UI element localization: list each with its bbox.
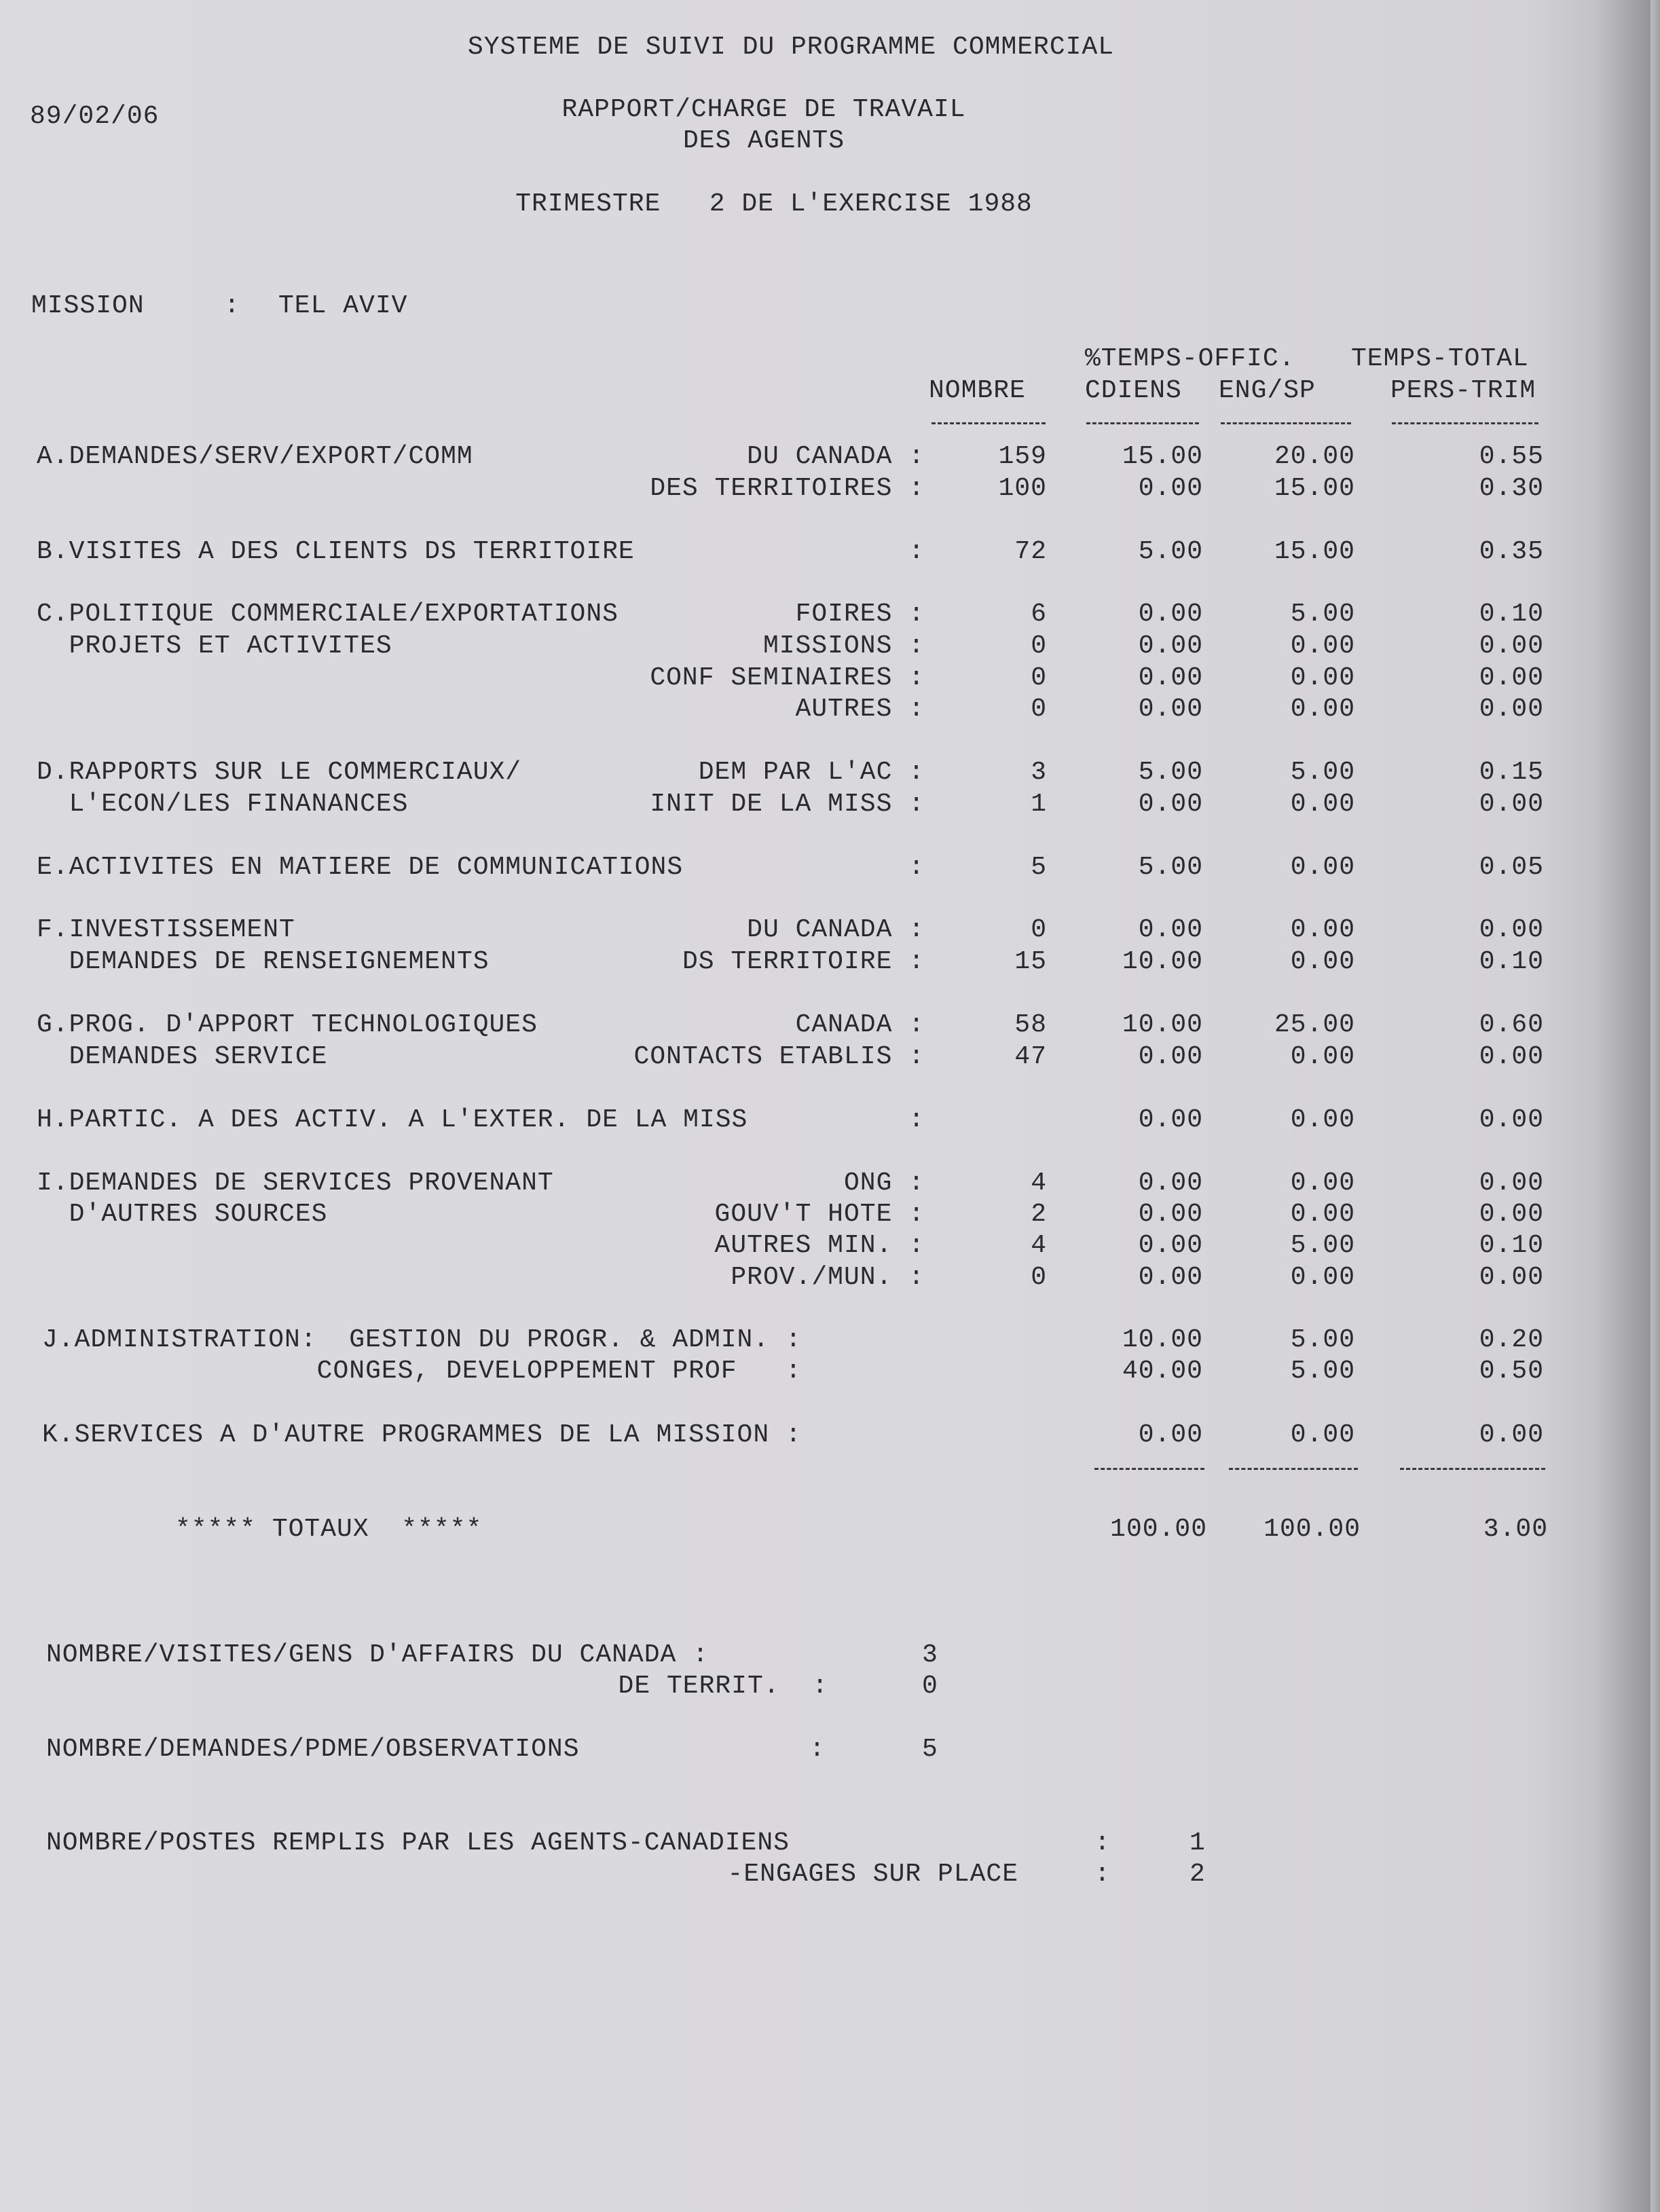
- column-header-engsp: ENG/SP: [1219, 376, 1316, 405]
- row-nombre: 4: [1031, 1231, 1047, 1260]
- row-engsp: 0.00: [1290, 1420, 1355, 1450]
- row-sublabel: CANADA :: [795, 1010, 925, 1039]
- row-pers-trim: 0.10: [1479, 600, 1544, 629]
- row-engsp: 0.00: [1290, 631, 1355, 661]
- row-sublabel: AUTRES MIN. :: [714, 1231, 925, 1260]
- row-engsp: 0.00: [1290, 1263, 1355, 1292]
- header-underline-engsp: [1221, 422, 1351, 424]
- row-sublabel: ONG :: [843, 1168, 925, 1198]
- row-cdiens: 0.00: [1138, 631, 1203, 661]
- page-edge: [1650, 0, 1660, 2212]
- row-sublabel: INIT DE LA MISS :: [650, 790, 925, 819]
- row-sublabel: FOIRES :: [795, 600, 925, 629]
- mission-value: TEL AVIV: [278, 291, 408, 320]
- row-label: A.DEMANDES/SERV/EXPORT/COMM: [37, 442, 473, 471]
- header-underline-nombre: [932, 422, 1046, 424]
- row-cdiens: 15.00: [1122, 442, 1203, 471]
- report-title-line2: DES AGENTS: [682, 126, 845, 155]
- footer-postes-canadiens-value: 1: [1189, 1828, 1206, 1858]
- row-nombre: 0: [1031, 663, 1047, 693]
- column-header-pers-trim: PERS-TRIM: [1390, 376, 1536, 405]
- row-nombre: 4: [1031, 1168, 1047, 1198]
- totals-engsp: 100.00: [1264, 1515, 1361, 1544]
- row-nombre: 5: [1031, 853, 1047, 882]
- row-cdiens: 40.00: [1122, 1357, 1203, 1386]
- row-cdiens: 0.00: [1138, 1042, 1203, 1071]
- row-pers-trim: 0.00: [1479, 1105, 1544, 1135]
- row-cdiens: 0.00: [1138, 915, 1203, 944]
- row-pers-trim: 0.30: [1479, 474, 1544, 503]
- row-label: C.POLITIQUE COMMERCIALE/EXPORTATIONS: [37, 600, 619, 629]
- row-pers-trim: 0.00: [1479, 1042, 1544, 1071]
- row-nombre: 0: [1031, 695, 1047, 724]
- row-nombre: 47: [1014, 1042, 1047, 1071]
- row-sublabel: AUTRES :: [795, 695, 925, 724]
- totals-cdiens: 100.00: [1110, 1515, 1207, 1544]
- row-label: DEMANDES DE RENSEIGNEMENTS: [37, 947, 490, 976]
- row-engsp: 0.00: [1290, 1200, 1355, 1229]
- row-nombre: 15: [1014, 947, 1047, 976]
- row-pers-trim: 0.10: [1479, 1231, 1544, 1260]
- row-nombre: 159: [998, 442, 1047, 471]
- row-label: F.INVESTISSEMENT: [37, 915, 295, 944]
- row-label: E.ACTIVITES EN MATIERE DE COMMUNICATIONS: [37, 853, 684, 882]
- totals-label: ***** TOTAUX *****: [175, 1515, 483, 1544]
- row-pers-trim: 0.00: [1479, 790, 1544, 819]
- row-label: B.VISITES A DES CLIENTS DS TERRITOIRE: [37, 537, 635, 566]
- row-engsp: 0.00: [1290, 695, 1355, 724]
- row-sublabel: MISSIONS :: [762, 631, 925, 661]
- row-sublabel: CONTACTS ETABLIS :: [633, 1042, 925, 1071]
- row-engsp: 0.00: [1290, 1105, 1355, 1135]
- row-pers-trim: 0.55: [1479, 442, 1544, 471]
- row-cdiens: 10.00: [1122, 1010, 1203, 1039]
- row-cdiens: 10.00: [1122, 947, 1203, 976]
- footer-engages-label: -ENGAGES SUR PLACE: [727, 1860, 1018, 1889]
- row-label: DEMANDES SERVICE: [37, 1042, 328, 1071]
- footer-visites-territ-label: DE TERRIT. :: [618, 1672, 828, 1701]
- row-pers-trim: 0.10: [1479, 947, 1544, 976]
- row-pers-trim: 0.00: [1479, 663, 1544, 693]
- row-engsp: 0.00: [1290, 853, 1355, 882]
- footer-demandes-value: 5: [922, 1735, 938, 1764]
- totals-underline-engsp: [1229, 1468, 1358, 1470]
- row-cdiens: 0.00: [1138, 1105, 1203, 1135]
- footer-postes-canadiens-label: NOMBRE/POSTES REMPLIS PAR LES AGENTS-CANADIENS: [46, 1828, 790, 1858]
- row-engsp: 0.00: [1290, 947, 1355, 976]
- row-pers-trim: 0.00: [1479, 1420, 1544, 1450]
- footer-demandes-colon: :: [809, 1735, 826, 1764]
- report-date: 89/02/06: [30, 102, 160, 131]
- row-label: G.PROG. D'APPORT TECHNOLOGIQUES: [37, 1010, 538, 1039]
- row-nombre: 58: [1014, 1010, 1047, 1039]
- footer-visites-canada-label: NOMBRE/VISITES/GENS D'AFFAIRS DU CANADA :: [46, 1640, 709, 1670]
- footer-demandes-label: NOMBRE/DEMANDES/PDME/OBSERVATIONS: [46, 1735, 580, 1764]
- row-pers-trim: 0.20: [1479, 1325, 1544, 1354]
- row-label: K.SERVICES A D'AUTRE PROGRAMMES DE LA MISSION :: [42, 1420, 802, 1450]
- row-pers-trim: 0.00: [1479, 915, 1544, 944]
- row-sublabel: DS TERRITOIRE :: [682, 947, 925, 976]
- row-engsp: 20.00: [1274, 442, 1355, 471]
- footer-visites-canada-value: 3: [922, 1640, 938, 1670]
- row-label: I.DEMANDES DE SERVICES PROVENANT: [37, 1168, 554, 1198]
- row-pers-trim: 0.60: [1479, 1010, 1544, 1039]
- footer-engages-value: 2: [1189, 1860, 1206, 1889]
- row-engsp: 0.00: [1290, 663, 1355, 693]
- row-pers-trim: 0.00: [1479, 1263, 1544, 1292]
- row-nombre: 0: [1031, 631, 1047, 661]
- mission-colon: :: [224, 291, 240, 320]
- row-label: L'ECON/LES FINANANCES: [37, 790, 409, 819]
- row-sublabel: GOUV'T HOTE :: [714, 1200, 925, 1229]
- row-sublabel: :: [908, 537, 925, 566]
- row-cdiens: 0.00: [1138, 1263, 1203, 1292]
- row-sublabel: CONF SEMINAIRES :: [650, 663, 925, 693]
- row-cdiens: 0.00: [1138, 695, 1203, 724]
- footer-visites-territ-value: 0: [922, 1672, 938, 1701]
- row-cdiens: 10.00: [1122, 1325, 1203, 1354]
- report-title-line1: RAPPORT/CHARGE DE TRAVAIL: [561, 95, 966, 124]
- row-engsp: 25.00: [1274, 1010, 1355, 1039]
- row-engsp: 15.00: [1274, 474, 1355, 503]
- row-engsp: 5.00: [1290, 1325, 1355, 1354]
- row-pers-trim: 0.00: [1479, 1200, 1544, 1229]
- mission-label: MISSION: [31, 291, 145, 320]
- system-title: SYSTEME DE SUIVI DU PROGRAMME COMMERCIAL: [467, 33, 1115, 62]
- row-cdiens: 0.00: [1138, 790, 1203, 819]
- column-header-cdiens: CDIENS: [1085, 376, 1182, 405]
- totals-pers-trim: 3.00: [1483, 1515, 1548, 1544]
- row-engsp: 0.00: [1290, 915, 1355, 944]
- row-sublabel: :: [908, 1105, 925, 1135]
- row-engsp: 15.00: [1274, 537, 1355, 566]
- row-pers-trim: 0.35: [1479, 537, 1544, 566]
- row-label: PROJETS ET ACTIVITES: [37, 631, 392, 661]
- row-sublabel: PROV./MUN. :: [731, 1263, 925, 1292]
- column-header-temps-total: TEMPS-TOTAL: [1351, 344, 1529, 373]
- header-underline-pers-trim: [1392, 422, 1538, 424]
- row-engsp: 5.00: [1290, 1357, 1355, 1386]
- row-cdiens: 0.00: [1138, 663, 1203, 693]
- row-cdiens: 0.00: [1138, 1200, 1203, 1229]
- column-header-nombre: NOMBRE: [929, 376, 1026, 405]
- totals-underline-cdiens: [1094, 1468, 1204, 1470]
- row-nombre: 2: [1031, 1200, 1047, 1229]
- row-pers-trim: 0.00: [1479, 1168, 1544, 1198]
- row-sublabel: :: [908, 853, 925, 882]
- quarter-title: TRIMESTRE 2 DE L'EXERCISE 1988: [515, 189, 1033, 219]
- row-label: CONGES, DEVELOPPEMENT PROF :: [42, 1357, 802, 1386]
- row-nombre: 0: [1031, 1263, 1047, 1292]
- row-engsp: 0.00: [1290, 790, 1355, 819]
- row-nombre: 0: [1031, 915, 1047, 944]
- row-engsp: 5.00: [1290, 1231, 1355, 1260]
- row-pers-trim: 0.00: [1479, 631, 1544, 661]
- row-cdiens: 0.00: [1138, 474, 1203, 503]
- row-sublabel: DEM PAR L'AC :: [698, 758, 925, 787]
- row-sublabel: DU CANADA :: [747, 915, 925, 944]
- row-nombre: 72: [1014, 537, 1047, 566]
- row-engsp: 0.00: [1290, 1168, 1355, 1198]
- row-cdiens: 5.00: [1138, 853, 1203, 882]
- row-engsp: 5.00: [1290, 758, 1355, 787]
- row-sublabel: DU CANADA :: [747, 442, 925, 471]
- row-cdiens: 5.00: [1138, 537, 1203, 566]
- row-nombre: 6: [1031, 600, 1047, 629]
- row-nombre: 1: [1031, 790, 1047, 819]
- row-cdiens: 5.00: [1138, 758, 1203, 787]
- row-label: D.RAPPORTS SUR LE COMMERCIAUX/: [37, 758, 522, 787]
- row-cdiens: 0.00: [1138, 1231, 1203, 1260]
- row-pers-trim: 0.00: [1479, 695, 1544, 724]
- row-cdiens: 0.00: [1138, 600, 1203, 629]
- footer-postes-canadiens-colon: :: [1094, 1828, 1111, 1858]
- row-label: D'AUTRES SOURCES: [37, 1200, 328, 1229]
- row-nombre: 3: [1031, 758, 1047, 787]
- row-label: J.ADMINISTRATION: GESTION DU PROGR. & ADMIN. :: [42, 1325, 802, 1354]
- totals-underline-pers-trim: [1400, 1468, 1545, 1470]
- header-underline-cdiens: [1086, 422, 1199, 424]
- row-pers-trim: 0.50: [1479, 1357, 1544, 1386]
- row-pers-trim: 0.15: [1479, 758, 1544, 787]
- row-engsp: 0.00: [1290, 1042, 1355, 1071]
- row-label: H.PARTIC. A DES ACTIV. A L'EXTER. DE LA MISS: [37, 1105, 748, 1135]
- row-engsp: 5.00: [1290, 600, 1355, 629]
- row-nombre: 100: [998, 474, 1047, 503]
- row-sublabel: DES TERRITOIRES :: [650, 474, 925, 503]
- row-cdiens: 0.00: [1138, 1168, 1203, 1198]
- footer-engages-colon: :: [1094, 1860, 1111, 1889]
- row-cdiens: 0.00: [1138, 1420, 1203, 1450]
- row-pers-trim: 0.05: [1479, 853, 1544, 882]
- column-header-pct-temps: %TEMPS-OFFIC.: [1085, 344, 1295, 373]
